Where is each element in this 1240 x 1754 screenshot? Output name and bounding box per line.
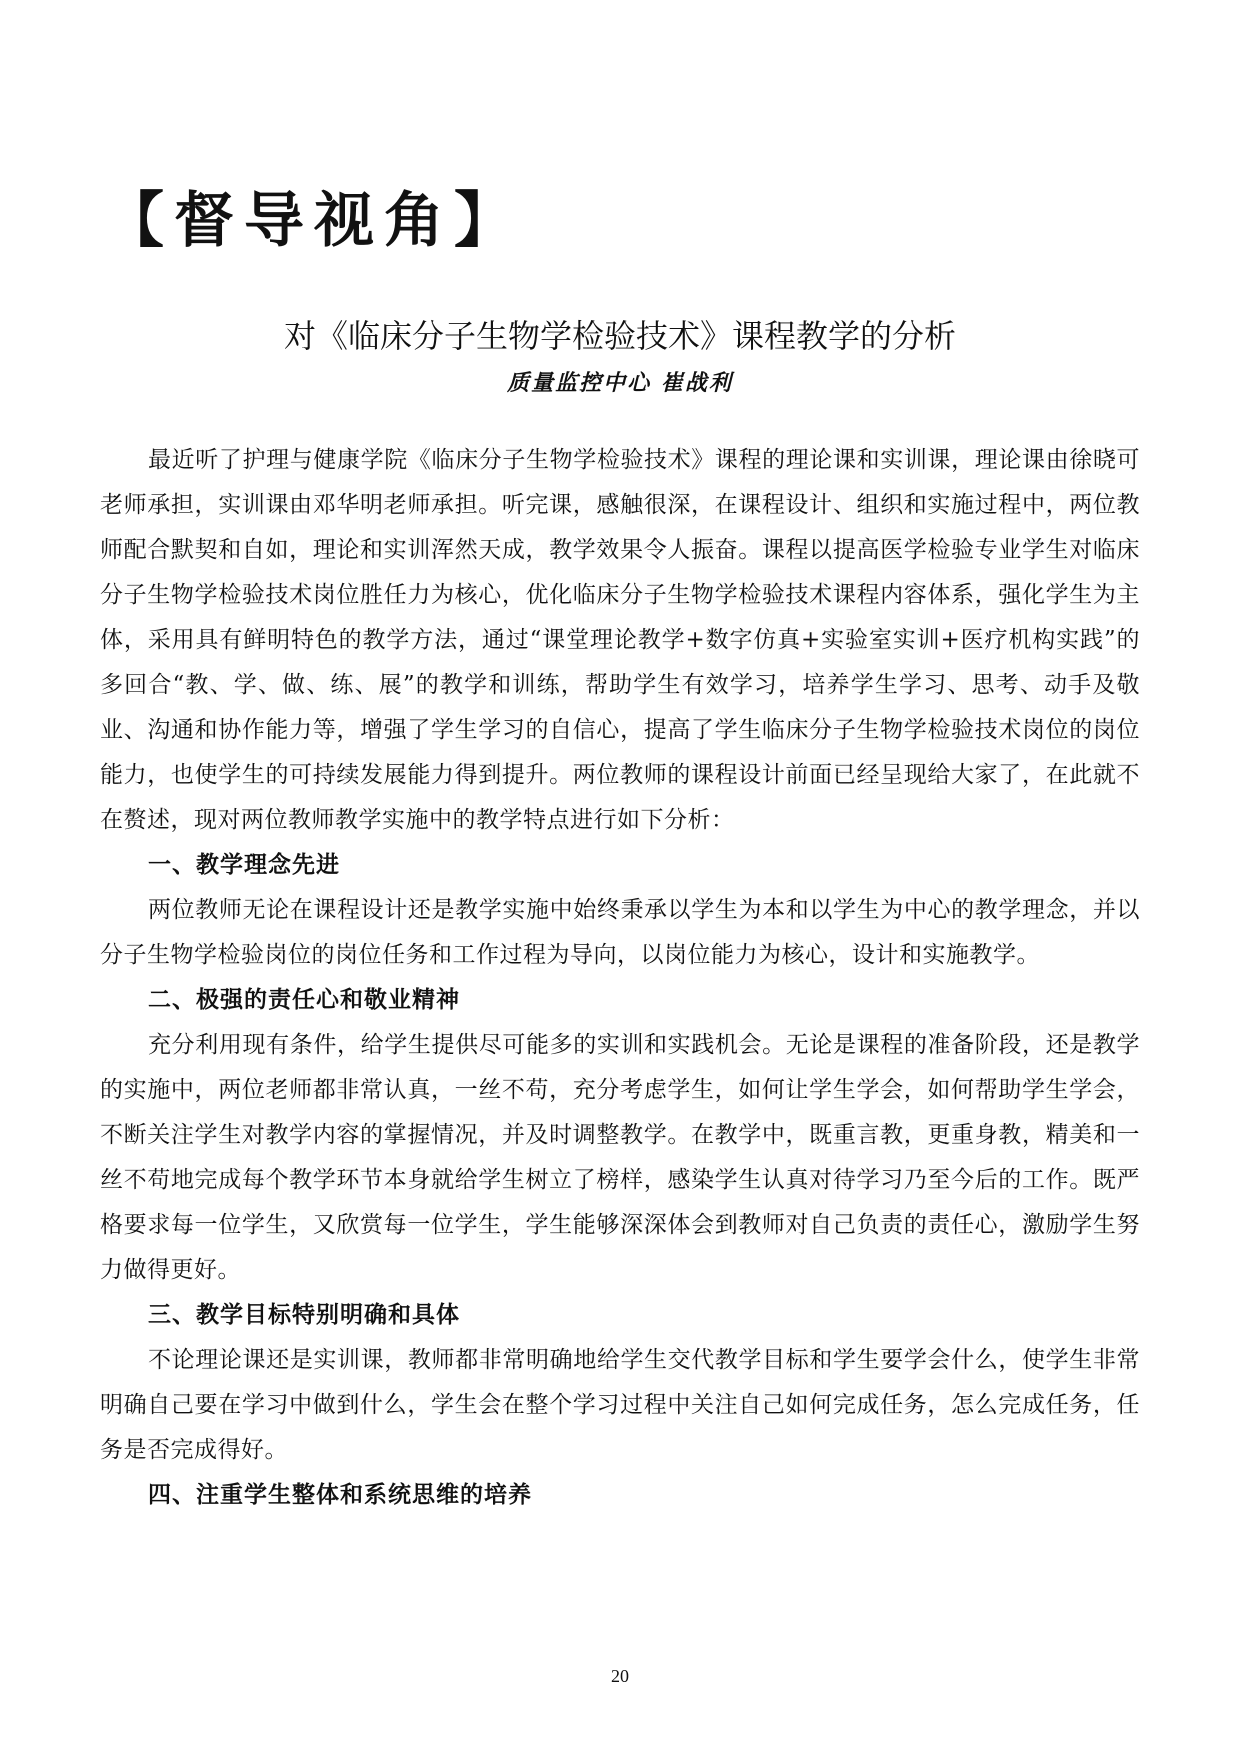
section-heading-1: 一、教学理念先进	[148, 852, 340, 878]
intro-paragraph: 最近听了护理与健康学院《临床分子生物学检验技术》课程的理论课和实训课，理论课由徐晓可老师承担，实训课由邓华明老师承担。听完课，感触很深，在课程设计、组织和实施过程中，两位教师配合默契和自如，理论和实训浑然天成，教学效果令人振奋。课程以提高医学检验专业学生对临床分子生物学检验技术岗位胜任力为核心，优化临床分子生物学检验技术课程内容体系，强化学生为主体，采用具有鲜明特色的教学方法，通过“课堂理论教学+数字仿真+实验室实训+医疗机构实践”的多回合“教、学、做、练、展”的教学和训练，帮助学生有效学习，培养学生学习、思考、动手及敬业、沟通和协作能力等，增强了学生学习的自信心，提高了学生临床分子生物学检验技术岗位的岗位能力，也使学生的可持续发展能力得到提升。两位教师的课程设计前面已经呈现给大家了，在此就不在赘述，现对两位教师教学实施中的教学特点进行如下分析：	[100, 447, 1140, 833]
section-paragraph-2: 充分利用现有条件，给学生提供尽可能多的实训和实践机会。无论是课程的准备阶段，还是教学的实施中，两位老师都非常认真，一丝不苟，充分考虑学生，如何让学生学会，如何帮助学生学会，不断关注学生对教学内容的掌握情况，并及时调整教学。在教学中，既重言教，更重身教，精美和一丝不苟地完成每个教学环节本身就给学生树立了榜样，感染学生认真对待学习乃至今后的工作。既严格要求每一位学生，又欣赏每一位学生，学生能够深深体会到教师对自己负责的责任心，激励学生努力做得更好。	[100, 1032, 1140, 1283]
section-heading-2: 二、极强的责任心和敬业精神	[148, 987, 460, 1013]
author-line: 质量监控中心 崔战利	[507, 370, 733, 396]
section-title: 【督导视角】	[104, 186, 524, 256]
section-heading-3: 三、教学目标特别明确和具体	[148, 1302, 460, 1328]
section-paragraph-3: 不论理论课还是实训课，教师都非常明确地给学生交代教学目标和学生要学会什么，使学生非常明确自己要在学习中做到什么，学生会在整个学习过程中关注自己如何完成任务，怎么完成任务，任务是否完成得好。	[100, 1347, 1140, 1463]
article-body	[100, 438, 1140, 1518]
section-paragraph-1: 两位教师无论在课程设计还是教学实施中始终秉承以学生为本和以学生为中心的教学理念，并以分子生物学检验岗位的岗位任务和工作过程为导向，以岗位能力为核心，设计和实施教学。	[100, 897, 1140, 968]
article-title: 对《临床分子生物学检验技术》课程教学的分析	[283, 317, 956, 355]
page-number: 20	[611, 1666, 629, 1686]
section-heading-4: 四、注重学生整体和系统思维的培养	[148, 1482, 532, 1508]
